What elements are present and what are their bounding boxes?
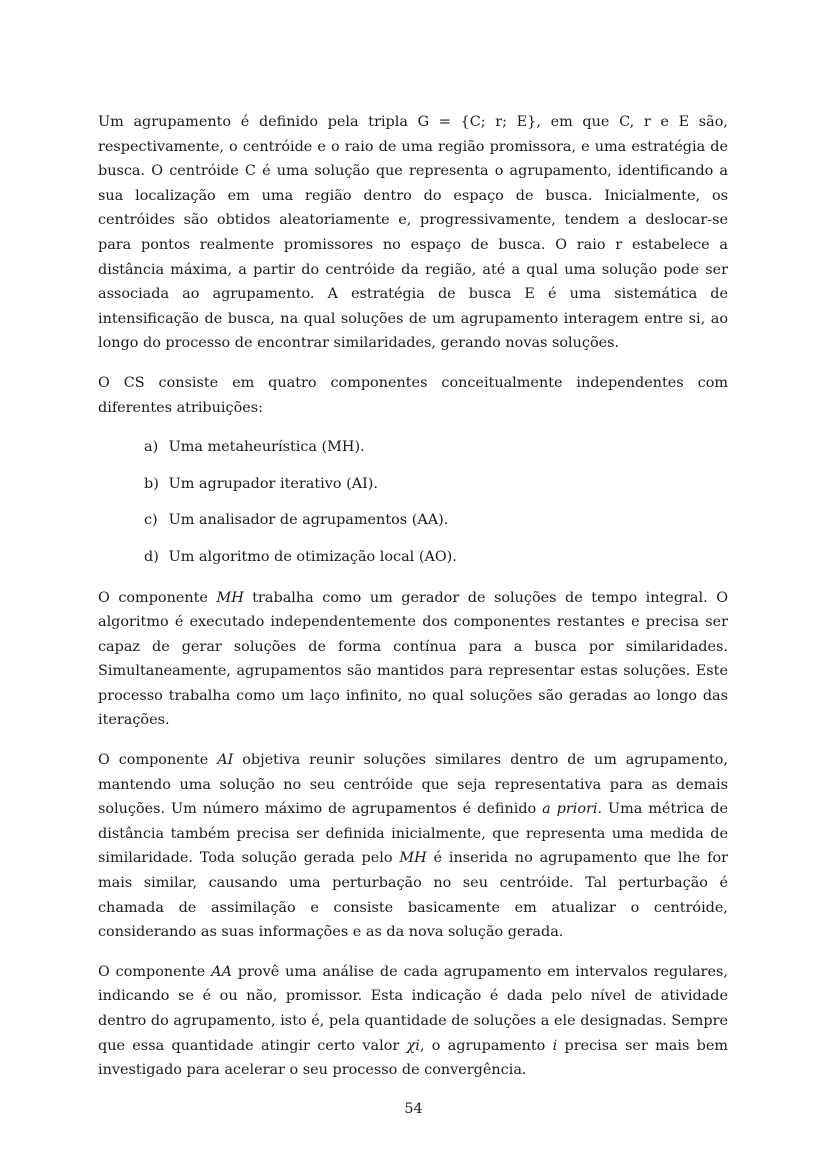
text-run: trabalha como um gerador de soluções de tempo integral. O algoritmo é executado independentemente dos componentes restantes e precisa ser capaz de gerar soluções de forma contínua para a busca por similaridades. Simultaneamente, agrupamentos são mantidos para representar estas soluções. Este processo trabalha como um laço infinito, no qual soluções são geradas ao longo das iterações. — [98, 589, 728, 729]
text-run: , o agrupamento — [419, 1037, 553, 1054]
list-marker: c) — [144, 512, 158, 529]
text-run: objetiva reunir soluções similares dentro de um agrupamento, mantendo uma solução no seu centróide que seja representativa para as demais soluções. Um número máximo de agrupamentos é definido — [98, 752, 728, 818]
symbol-i: i — [552, 1037, 558, 1054]
list-marker: d) — [144, 548, 159, 565]
list-item-text: Um analisador de agrupamentos (AA). — [168, 512, 449, 529]
term-ai: AI — [217, 752, 234, 769]
list-marker: a) — [144, 439, 159, 456]
paragraph-grouping-definition: Um agrupamento é definido pela tripla G = {C; r; E}, em que C, r e E são, respectivamente, o centróide e o raio de uma região promissora, e uma estratégia de busca. O centróide C é uma solução que representa o agrupamento, identificando a sua localização em uma região dentro do espaço de busca. Inicialmente, os centróides são obtidos aleatoriamente e, progressivamente, tendem a deslocar-se para pontos realmente promissores no espaço de busca. O raio r estabelece a distância máxima, a partir do centróide da região, até a qual uma solução pode ser associada ao agrupamento. A estratégia de busca E é uma sistemática de intensificação de busca, na qual soluções de um agrupamento interagem entre si, ao longo do processo de encontrar similaridades, gerando novas soluções. — [98, 114, 728, 352]
term-mh: MH — [216, 589, 244, 606]
components-list — [98, 435, 728, 569]
text-run: O componente — [98, 963, 212, 980]
list-item — [144, 472, 728, 497]
list-item — [144, 545, 728, 570]
text-run: O componente — [98, 752, 218, 769]
page-body — [98, 110, 728, 1098]
list-item — [144, 435, 728, 460]
page-number: 54 — [404, 1101, 423, 1117]
text-run: precisa ser mais bem investigado para acelerar o seu processo de convergência. — [98, 1037, 728, 1079]
paragraph-aa-component — [98, 960, 728, 1083]
text-run: provê uma análise de cada agrupamento em intervalos regulares, indicando se é ou não, promissor. Esta indicação é dada pelo nível de atividade dentro do agrupamento, isto é, pela quantidade de soluções a ele designadas. Sempre que essa quantidade atingir certo valor — [98, 963, 728, 1054]
text-run: é inserida no agrupamento que lhe for mais similar, causando uma perturbação no seu centróide. Tal perturbação é chamada de assimilação e consiste basicamente em atualizar o centróide, considerando as suas informações e as da nova solução gerada. — [98, 850, 729, 941]
term-a-priori: a priori — [542, 801, 598, 818]
list-item — [144, 508, 728, 533]
paragraph-ai-component — [98, 748, 728, 945]
term-mh: MH — [399, 850, 427, 867]
symbol-chi-i: χi — [406, 1037, 420, 1054]
list-item-text: Um agrupador iterativo (AI). — [168, 475, 378, 492]
list-item-text: Uma metaheurística (MH). — [168, 439, 365, 456]
list-marker: b) — [144, 475, 159, 492]
paragraph-mh-component — [98, 586, 728, 734]
term-aa: AA — [211, 963, 232, 980]
text-run: . Uma métrica de distância também precisa ser definida inicialmente, que representa uma medida de similaridade. Toda solução gerada pelo — [98, 801, 729, 867]
text-run: O componente — [98, 589, 217, 606]
list-item-text: Um algoritmo de otimização local (AO). — [168, 548, 457, 565]
paragraph-cs-components-intro: O CS consiste em quatro componentes conceitualmente independentes com diferentes atribuições: — [98, 374, 728, 416]
